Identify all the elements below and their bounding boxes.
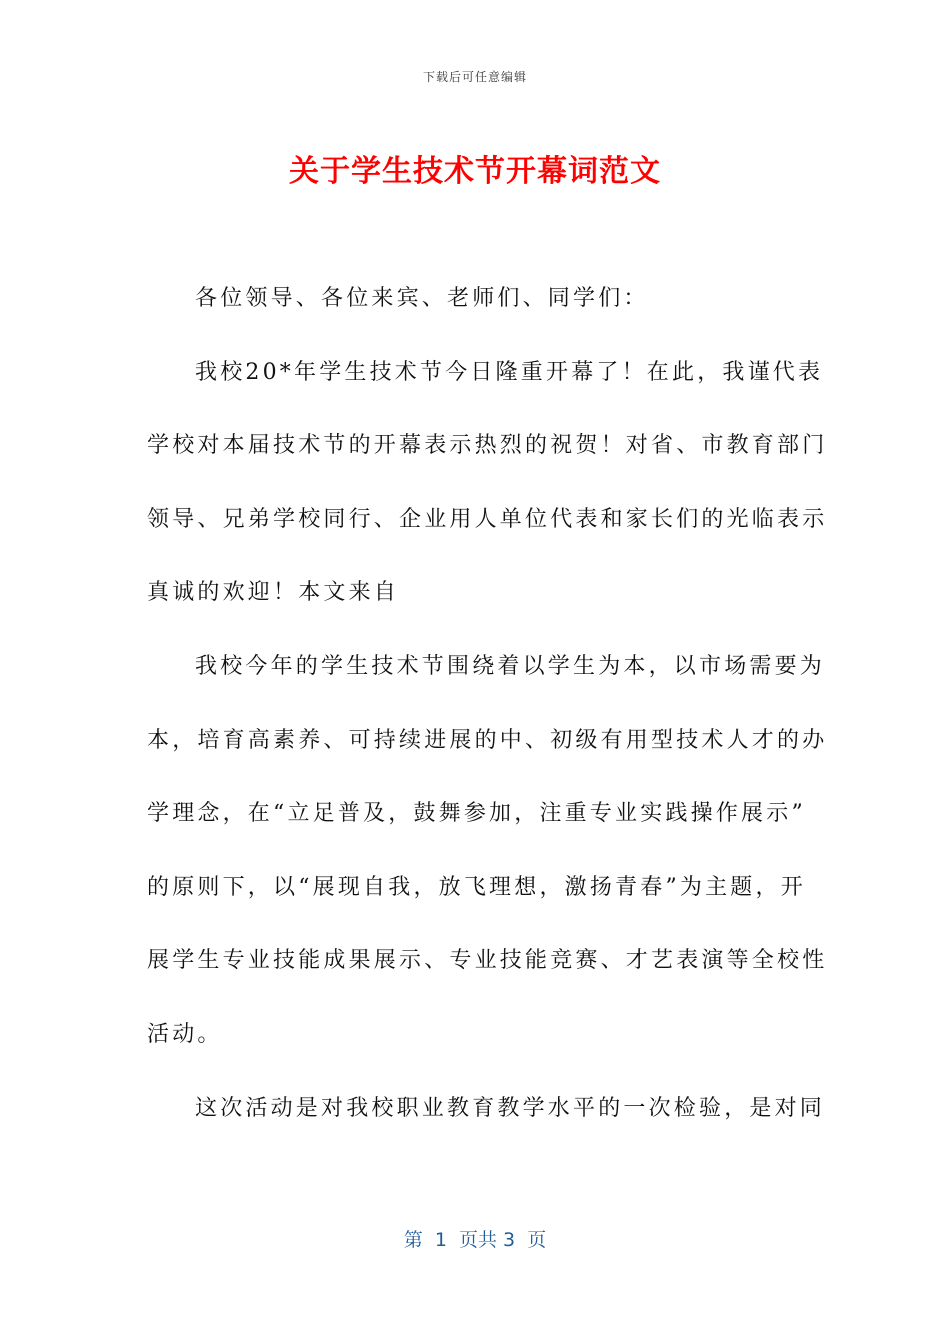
header-note: 下载后可任意编辑 <box>422 70 527 84</box>
page-number-footer: 第 1 页共 3 页 <box>403 1229 547 1251</box>
text-line: 本，培育高素养、可持续进展的中、初级有用型技术人才的办 <box>147 727 828 753</box>
paragraph-opening <box>147 336 828 630</box>
text-line: 我校20*年学生技术节今日隆重开幕了！在此，我谨代表 <box>195 359 824 385</box>
text-line: 的原则下，以“展现自我，放飞理想，激扬青春”为主题，开 <box>147 874 806 900</box>
text-line: 我校今年的学生技术节围绕着以学生为本，以市场需要为 <box>195 653 826 679</box>
document-body <box>147 262 828 1145</box>
text-line: 展学生专业技能成果展示、专业技能竞赛、才艺表演等全校性 <box>147 948 828 974</box>
document-title: 关于学生技术节开幕词范文 <box>289 154 661 189</box>
text-line: 领导、兄弟学校同行、企业用人单位代表和家长们的光临表示 <box>147 506 828 532</box>
paragraph-salutation <box>147 262 797 336</box>
text-line: 真诚的欢迎！本文来自 <box>147 580 400 606</box>
paragraph-significance <box>147 1072 826 1146</box>
text-line: 学校对本届技术节的开幕表示热烈的祝贺！对省、市教育部门 <box>147 433 828 459</box>
text-line: 这次活动是对我校职业教育教学水平的一次检验，是对同 <box>195 1095 826 1121</box>
text-line: 活动。 <box>147 1021 223 1047</box>
text-line: 各位领导、各位来宾、老师们、同学们： <box>195 286 649 311</box>
text-line: 学理念，在“立足普及，鼓舞参加，注重专业实践操作展示” <box>147 801 806 827</box>
paragraph-theme <box>147 630 828 1072</box>
